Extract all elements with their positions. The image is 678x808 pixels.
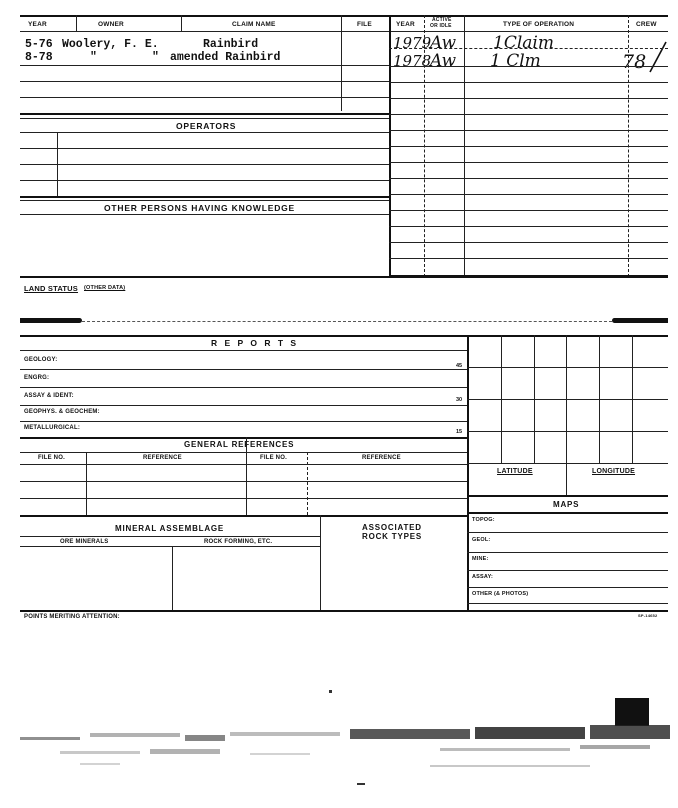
right-row-rule: [389, 48, 668, 49]
reports-rule: [20, 421, 467, 422]
map-assay: ASSAY:: [472, 574, 494, 580]
col-year: YEAR: [28, 21, 47, 28]
other-persons-rule: [20, 214, 389, 215]
right-row-rule: [389, 66, 668, 67]
scan-streak-right: [612, 318, 668, 323]
operators-rule: [20, 164, 389, 165]
grid-line: [467, 399, 668, 400]
points-meriting-attention-label: POINTS MERITING ATTENTION:: [24, 614, 120, 620]
reports-heading: R E P O R T S: [211, 338, 299, 348]
reports-rule: [20, 350, 467, 351]
refs-col-line: [246, 437, 247, 515]
maps-heading: MAPS: [553, 500, 580, 509]
col-year-2: YEAR: [396, 21, 415, 28]
row-rule: [20, 113, 389, 115]
right-row-rule: [389, 242, 668, 243]
right-row-rule: [389, 162, 668, 163]
col-active-2: OR IDLE: [430, 23, 452, 29]
map-other: OTHER (& PHOTOS): [472, 591, 529, 597]
claims-header-rule: [20, 31, 668, 32]
grid-line: [467, 463, 668, 464]
claim-row-2-owner-ditto: ": [152, 51, 159, 64]
refs-col-line: [307, 452, 308, 515]
maps-rule: [467, 512, 668, 514]
row-rule: [20, 97, 389, 98]
section-bottom-rule: [20, 276, 668, 278]
refs-col-reference-2: REFERENCE: [362, 455, 401, 461]
scale-30: 30: [456, 397, 463, 403]
hand-row-2-operation: 1 Clm: [490, 51, 541, 71]
refs-col-file-1: FILE NO.: [38, 455, 65, 461]
reports-rule: [20, 369, 467, 370]
map-topog: TOPOG:: [472, 517, 495, 523]
operators-rule: [20, 180, 389, 181]
claim-row-1-claim-name: Rainbird: [203, 38, 259, 51]
maps-rule: [467, 570, 668, 571]
associated-rock-types-2: ROCK TYPES: [362, 532, 423, 541]
claim-row-2-year: 8-78: [25, 51, 53, 64]
operators-rule: [20, 132, 389, 133]
operators-top-rule: [20, 118, 389, 119]
other-persons-top-rule: [20, 200, 389, 201]
right-row-rule: [389, 130, 668, 131]
right-row-rule: [389, 194, 668, 195]
other-persons-heading: OTHER PERSONS HAVING KNOWLEDGE: [104, 203, 296, 213]
col-file: FILE: [357, 21, 372, 28]
right-row-rule: [389, 258, 668, 259]
report-assay: ASSAY & IDENT:: [24, 393, 74, 399]
latitude-label: LATITUDE: [497, 468, 533, 475]
scan-speck: [329, 690, 332, 693]
refs-col-reference-1: REFERENCE: [143, 455, 182, 461]
mineral-rule: [20, 546, 320, 547]
right-row-rule: [389, 178, 668, 179]
scan-streak-left: [20, 318, 82, 323]
operators-heading: OPERATORS: [176, 121, 237, 131]
crew-checkmark: [640, 40, 668, 74]
right-row-rule: [389, 226, 668, 227]
right-row-rule: [389, 114, 668, 115]
claim-row-1-owner: Woolery, F. E.: [62, 38, 159, 51]
top-border: [20, 15, 668, 17]
refs-col-line: [86, 452, 87, 515]
hand-row-2-crew: 78: [622, 51, 647, 73]
operators-rule: [20, 196, 389, 198]
hdr-divider: [76, 15, 77, 31]
refs-rule: [20, 452, 467, 453]
maps-rule: [467, 587, 668, 588]
refs-rule: [20, 481, 467, 482]
report-geology: GEOLOGY:: [24, 357, 58, 363]
col-crew: CREW: [636, 21, 657, 28]
general-references-heading: GENERAL REFERENCES: [184, 440, 295, 449]
grid-line: [467, 367, 668, 368]
report-engrg: ENGRG:: [24, 375, 50, 381]
report-metallurgical: METALLURGICAL:: [24, 425, 81, 431]
reports-rule: [20, 405, 467, 406]
claim-row-1-year: 5-76: [25, 38, 53, 51]
hand-row-2-active: Aw: [430, 51, 457, 71]
maps-rule: [467, 603, 668, 604]
mineral-right-line: [320, 515, 321, 610]
scale-15: 15: [456, 429, 463, 435]
reports-bottom-rule: [20, 437, 467, 439]
right-row-rule: [389, 82, 668, 83]
scale-45: 45: [456, 363, 463, 369]
refs-col-file-2: FILE NO.: [260, 455, 287, 461]
right-row-rule: [389, 98, 668, 99]
rock-forming-label: ROCK FORMING, ETC.: [204, 539, 273, 545]
report-geophys: GEOPHYS. & GEOCHEM:: [24, 409, 100, 415]
claim-row-2-claim-name: amended Rainbird: [170, 51, 281, 64]
maps-rule: [467, 532, 668, 533]
associated-rock-types-1: ASSOCIATED: [362, 523, 422, 532]
hand-row-2-year: 1978: [393, 52, 432, 70]
mineral-assemblage-heading: MINERAL ASSEMBLAGE: [115, 524, 225, 533]
hand-row-1-year: 1979: [393, 34, 432, 52]
refs-bottom-rule: [20, 515, 467, 517]
refs-rule: [20, 498, 467, 499]
form-number: SP-14652: [638, 613, 658, 618]
right-row-rule: [389, 210, 668, 211]
col-claim-name: CLAIM NAME: [232, 21, 276, 28]
refs-rule: [20, 464, 467, 465]
row-rule: [20, 65, 389, 66]
hand-row-1-operation: 1Claim: [493, 33, 554, 53]
right-row-rule: [389, 146, 668, 147]
land-status-sub: (OTHER DATA): [84, 285, 126, 291]
row-rule: [20, 81, 389, 82]
mineral-rule: [20, 536, 320, 537]
hand-row-1-active: Aw: [430, 33, 457, 53]
reports-rule: [20, 387, 467, 388]
ore-minerals-label: ORE MINERALS: [60, 539, 109, 545]
scan-streak-line: [82, 321, 612, 322]
col-active-1: ACTIVE: [432, 17, 452, 23]
reports-top-rule: [20, 335, 668, 337]
map-mine: MINE:: [472, 556, 489, 562]
maps-top-rule: [467, 495, 668, 497]
maps-rule: [467, 552, 668, 553]
claim-row-2-owner: ": [90, 51, 97, 64]
col-owner: OWNER: [98, 21, 124, 28]
col-type-of-operation: TYPE OF OPERATION: [503, 21, 575, 28]
land-status-label: LAND STATUS: [24, 284, 79, 293]
scan-noise-band: [20, 715, 670, 775]
grid-line: [566, 335, 567, 495]
operators-rule: [20, 148, 389, 149]
longitude-label: LONGITUDE: [592, 468, 636, 475]
reports-right-divider: [467, 335, 469, 610]
mineral-col-line: [172, 546, 173, 610]
scan-speck: [357, 783, 365, 785]
map-geol: GEOL:: [472, 537, 491, 543]
bottom-rule: [20, 610, 668, 612]
grid-line: [467, 431, 668, 432]
hdr-divider: [181, 15, 182, 31]
